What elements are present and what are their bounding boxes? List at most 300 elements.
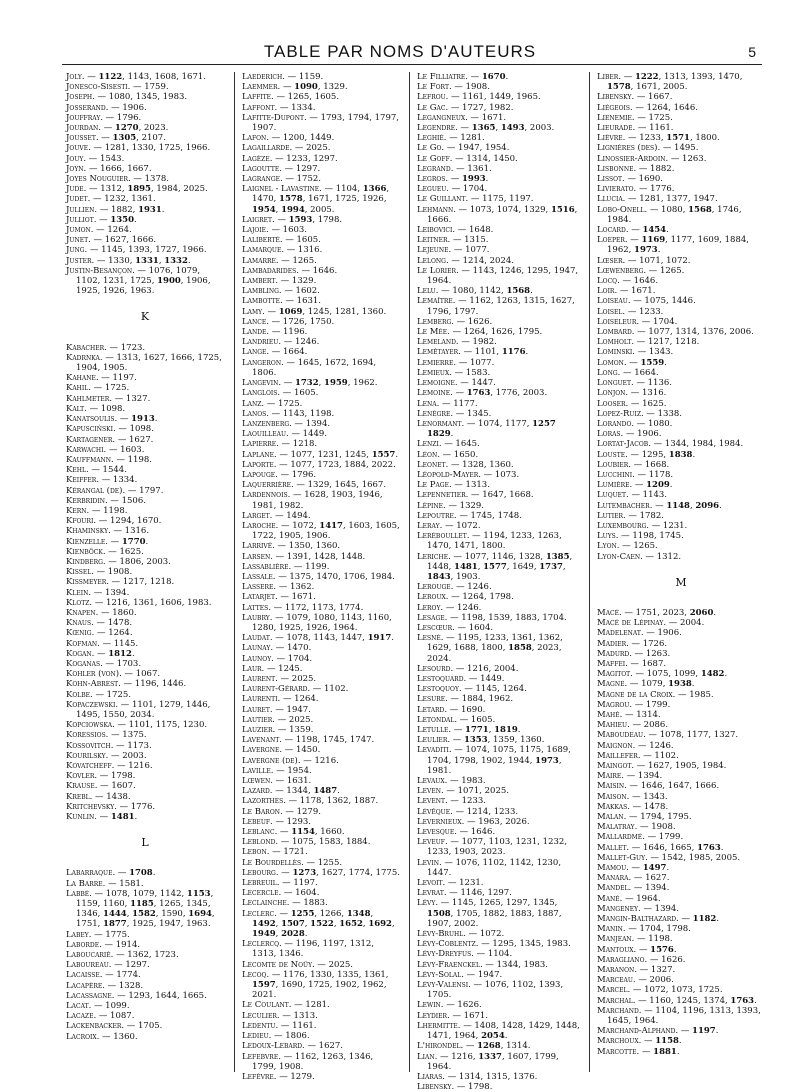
index-entry: Le Filliatre. — 1670. (417, 72, 509, 82)
index-entry: Lackenbacker. — 1705. (66, 1021, 163, 1032)
column-divider (234, 72, 235, 1072)
index-entry: Kohler (von). — 1067. (66, 669, 161, 680)
index-entry: Kissmeyer. — 1217, 1218. (66, 577, 175, 588)
index-entry: Leitner. — 1315. (417, 235, 489, 246)
index-entry: Lefebvre. — 1162, 1263, 1346, 1799, 1908. (242, 1051, 374, 1072)
index-entry: Loubier. — 1668. (597, 459, 670, 470)
index-entry: Laffont. — 1334. (242, 102, 316, 113)
column-divider (589, 72, 590, 1072)
index-entry: Lemoigne. — 1447. (417, 378, 496, 389)
index-entry: Loiseleur. — 1704. (597, 316, 678, 327)
index-entry: Marchal. — 1160, 1245, 1374, 1763. (597, 995, 757, 1006)
index-entry: Keiffer. — 1334. (66, 475, 138, 486)
index-entry: Latarjet. — 1671. (242, 592, 316, 603)
index-entry: Mantoux. — 1576. (597, 944, 677, 955)
index-entry: Kopciowska. — 1101, 1175, 1230. (66, 720, 208, 731)
index-entry: Leclercq. — 1196, 1197, 1312, 1313, 1346. (242, 939, 375, 960)
index-entry: Macé. — 1751, 2023, 2060. (597, 607, 717, 618)
index-entry: Lambadarides. — 1646. (242, 265, 338, 276)
index-entry: Jouve. — 1281, 1330, 1725, 1966. (66, 143, 211, 154)
index-entry: Le Fort. — 1908. (417, 82, 490, 93)
index-entry: Leclainche. — 1883. (242, 898, 328, 909)
index-entry: Mahé. — 1314. (597, 709, 661, 720)
index-entry: Lopez-Ruiz. — 1338. (597, 408, 682, 419)
index-entry: Mallardmé. — 1799. (597, 832, 684, 843)
index-entry: Magne. — 1079, 1938. (597, 679, 695, 690)
index-entry: Lafon. — 1200, 1449. (242, 133, 335, 144)
index-entry: Leibovici. — 1648. (417, 225, 494, 236)
index-entry: Larrivé. — 1350, 1360. (242, 541, 341, 552)
index-entry: Lafitte-Dupont. — 1793, 1794, 1797, 1907. (242, 112, 399, 134)
index-entry: Kahane. — 1197. (66, 373, 137, 384)
index-entry: Kanatsoulis. — 1913. (66, 414, 158, 425)
index-entry: Maingot. — 1627, 1905, 1984. (597, 761, 727, 771)
index-entry: Lassale. — 1375, 1470, 1706, 1984. (242, 571, 395, 582)
index-entry: Laouilleau. — 1449. (242, 429, 328, 440)
index-entry: Jouffray. — 1796. (66, 112, 142, 123)
index-entry: Leghié. — 1281. (417, 133, 485, 144)
index-entry: Lumière. — 1209. (597, 480, 673, 491)
index-entry: Kogan. — 1812. (66, 648, 135, 659)
index-entry: Leray. — 1072. (417, 520, 481, 531)
index-entry: Leblond. — 1075, 1583, 1884. (242, 837, 371, 848)
index-entry: Kœnig. — 1264. (66, 628, 133, 639)
index-entry: Lambling. — 1602. (242, 286, 320, 297)
index-entry: Legangneux. — 1671. (417, 112, 507, 123)
index-entry: Lamy. — 1069, 1245, 1281, 1360. (242, 306, 387, 317)
index-entry: Lagoutte. — 1297. (242, 163, 321, 174)
index-entry: Looser. — 1625. (597, 398, 667, 409)
index-entry: Leonet. — 1328, 1360. (417, 459, 514, 470)
index-entry: Lucchini. — 1178. (597, 469, 674, 480)
index-entry: Lanz. — 1725. (242, 398, 303, 409)
page-header (0, 0, 800, 70)
index-column-2 (242, 72, 400, 1082)
index-entry: Letondal. — 1605. (417, 714, 496, 725)
index-entry: Junet. — 1627, 1666. (66, 235, 157, 246)
index-entry: Lonjon. — 1316. (597, 388, 667, 399)
index-entry: Lanzenberg. — 1394. (242, 418, 331, 429)
index-entry: Léopold-Mayer. — 1073. (417, 469, 520, 480)
index-entry: Leculier. — 1313. (242, 1010, 318, 1021)
index-entry: Leven. — 1071, 2025. (417, 786, 509, 797)
index-entry: Laplane. — 1077, 1231, 1245, 1557. (242, 449, 399, 460)
index-entry: Lena. — 1177. (417, 398, 478, 409)
index-entry: Kovatcheff. — 1216. (66, 761, 153, 771)
index-entry: Kofman. — 1145. (66, 638, 139, 649)
index-entry: Leulier. — 1353, 1359, 1360. (417, 735, 545, 746)
index-entry: Laroche. — 1072, 1417, 1603, 1605, 1722, 1905, 1906. (242, 520, 400, 542)
index-entry: Lefèvre. — 1279. (242, 1071, 315, 1082)
index-entry: Kritchevsky. — 1776. (66, 801, 156, 812)
index-entry: Lemieux. — 1583. (417, 367, 491, 378)
index-entry: Leriche. — 1077, 1146, 1328, 1385, 1448, 1481, 1577, 1649, 1737, 1843, 1903. (417, 551, 573, 582)
index-entry: Lebeuf. — 1293. (242, 816, 311, 827)
index-entry: Levent. — 1233. (417, 796, 486, 807)
index-entry: Knaus. — 1478. (66, 618, 133, 629)
index-entry: Laboureau. — 1297. (66, 960, 150, 971)
index-entry: Loeper. — 1169, 1177, 1609, 1884, 1962, 1973. (597, 235, 749, 256)
index-entry: Locq. — 1646. (597, 276, 659, 287)
index-entry: Joyn. — 1666, 1667. (66, 163, 152, 174)
index-entry: Legueu. — 1704. (417, 184, 488, 195)
index-entry: Kienzelle. — 1770. (66, 536, 149, 547)
index-entry: Legrand. — 1361. (417, 163, 492, 174)
index-entry: Jullien. — 1882, 1931. (66, 204, 165, 215)
index-entry: Levoit. — 1231. (417, 878, 484, 889)
index-entry: Lambotte. — 1631. (242, 296, 322, 307)
index-entry: Long. — 1664. (597, 367, 659, 378)
index-entry: Lewin. — 1626. (417, 1000, 482, 1011)
index-entry: Lapouge. — 1796. (242, 469, 317, 480)
index-entry: Langlois. — 1605. (242, 388, 319, 399)
index-entry: Lehmann. — 1073, 1074, 1329, 1516, 1666. (417, 204, 578, 225)
index-entry: Lemberg. — 1626. (417, 316, 493, 327)
index-entry: Laederich. — 1159. (242, 72, 324, 82)
index-entry: Lévy-Bruhl. — 1072. (417, 929, 505, 940)
index-entry: Libensky. — 1798. (417, 1082, 493, 1092)
index-entry: Lebreuil. — 1197. (242, 878, 318, 889)
index-entry: Léon. — 1650. (417, 449, 479, 460)
index-entry: Ledentu. — 1161. (242, 1020, 317, 1031)
index-entry: Marchand-Alphand. — 1197. (597, 1026, 719, 1037)
index-entry: Laemmer. — 1090, 1329. (242, 82, 348, 93)
index-entry: Lestoquoy. — 1145, 1264. (417, 684, 527, 695)
index-entry: Lesourd. — 1216, 2004. (417, 663, 519, 674)
index-entry: Le Baron. — 1279. (242, 806, 321, 817)
index-entry: Ledoux-Lebard. — 1627. (242, 1041, 344, 1052)
index-entry: Lebourg. — 1273, 1627, 1774, 1775. (242, 867, 400, 878)
index-entry: Lyon. — 1265. (597, 541, 658, 552)
index-entry: Le Coulant. — 1281. (242, 1000, 330, 1011)
index-entry: Madier. — 1726. (597, 638, 668, 649)
index-entry: Koressios. — 1375. (66, 730, 147, 741)
index-entry: Joseph. — 1080, 1345, 1983. (66, 92, 188, 103)
index-entry: Joyes Nouguier. — 1378. (66, 174, 169, 185)
index-entry: Maisin. — 1646, 1647, 1666. (597, 781, 720, 792)
index-entry: Levin. — 1076, 1102, 1142, 1230, 1447. (417, 857, 562, 878)
index-entry: Lévy-Fraenckel. — 1344, 1983. (417, 959, 548, 970)
index-entry: Lépine. — 1329. (417, 500, 485, 511)
index-entry: Lescœur. — 1604. (417, 622, 494, 633)
page-title: TABLE PAR NOMS D'AUTEURS (263, 42, 537, 61)
index-entry: Lesné. — 1195, 1233, 1361, 1362, 1629, 1688, 1800, 1858, 2023, 2024. (417, 633, 563, 664)
index-entry: Marcel. — 1072, 1073, 1725. (597, 985, 723, 996)
index-entry: Leréboullet. — 1194, 1233, 1263, 1470, 1471, 1800. (417, 531, 562, 552)
index-entry: Laborde. — 1914. (66, 939, 141, 950)
index-entry: Lacat. — 1099. (66, 1001, 130, 1012)
index-entry: Longuet. — 1136. (597, 378, 672, 389)
index-entry: Launay. — 1470. (242, 643, 312, 654)
index-entry: Kerbridin. — 1506. (66, 495, 146, 506)
index-entry: Leroux. — 1264, 1798. (417, 592, 514, 603)
index-entry: Lavergne. — 1450. (242, 745, 321, 756)
index-entry: Lian. — 1216, 1337, 1607, 1799, 1964. (417, 1051, 559, 1072)
index-entry: Levaux. — 1983. (417, 776, 486, 787)
index-entry: Lominski. — 1343. (597, 347, 674, 358)
index-entry: Lauret. — 1947. (242, 704, 311, 715)
index-entry: Maragliano. — 1626. (597, 954, 686, 965)
index-entry: Lande. — 1196. (242, 327, 308, 338)
index-entry: Kohn-Abrest. — 1196, 1446. (66, 679, 187, 690)
index-entry: Landrieu. — 1246. (242, 337, 320, 348)
index-entry: Loir. — 1671. (597, 286, 656, 297)
index-entry: Lenzi. — 1645. (417, 439, 480, 450)
index-entry: Mané. — 1964. (597, 893, 661, 904)
index-entry: Marcotte. — 1881. (597, 1046, 680, 1057)
index-entry: Livierato. — 1776. (597, 184, 675, 195)
index-entry: Khaminsky. — 1316. (66, 526, 150, 537)
section-letter: K (140, 310, 150, 324)
index-entry: Lerouge. — 1246. (417, 582, 492, 593)
index-entry: Laliberté. — 1605. (242, 235, 321, 246)
index-entry: Linossier-Ardoin. — 1263. (597, 153, 707, 164)
index-entry: Le Guillant. — 1175, 1197. (417, 194, 534, 205)
index-entry: Lœser. — 1071, 1072. (597, 255, 691, 266)
index-entry: Laurent-Gérard. — 1102. (242, 684, 349, 695)
index-entry: Lévy-Valensi. — 1076, 1102, 1393, 1705. (417, 980, 564, 1001)
index-entry: Lemierre. — 1077. (417, 357, 495, 368)
index-entry: Magne de la Croix. — 1985. (597, 689, 714, 700)
index-entry: Legros. — 1993. (417, 174, 489, 185)
index-entry: Lacroix. — 1360. (66, 1031, 138, 1042)
index-entry: Kolbe. — 1725. (66, 689, 131, 700)
index-entry: Koganas. — 1703. (66, 658, 142, 669)
index-entry: Levaditi. — 1074, 1075, 1175, 1689, 1704, 1798, 1902, 1944, 1973, 1981. (417, 745, 571, 776)
index-entry: Lutier. — 1782. (597, 510, 664, 521)
index-entry: Lelu. — 1080, 1142, 1568. (417, 286, 533, 297)
index-entry: Lenormant. — 1074, 1177, 1257 1829. (417, 418, 556, 440)
index-entry: Lebon. — 1721. (242, 847, 308, 858)
index-entry: Liaras. — 1314, 1315, 1376. (417, 1071, 538, 1082)
index-entry: Leclerc. — 1255, 1266, 1348, 1492, 1507, 1522, 1652, 1692, 1949, 2028. (242, 908, 395, 940)
index-entry: Lassablière. — 1199. (242, 561, 330, 572)
index-entry: Leroy. — 1246. (417, 602, 482, 613)
index-entry: Labey. — 1775. (66, 929, 130, 940)
index-entry: Mangeney. — 1394. (597, 903, 680, 914)
index-entry: Letulle. — 1771, 1819. (417, 725, 521, 735)
index-entry: Lienemie. — 1725. (597, 112, 673, 123)
index-entry: Loras. — 1906. (597, 429, 662, 440)
index-entry: Mahieu. — 2086. (597, 720, 669, 731)
index-entry: Leblanc. — 1154, 1660. (242, 827, 345, 838)
index-entry: Maison. — 1343. (597, 791, 668, 802)
index-entry: Lance. — 1726, 1750. (242, 316, 335, 327)
index-entry: Lestoquard. — 1449. (417, 673, 505, 684)
index-entry: Luys. — 1198, 1745. (597, 531, 684, 542)
index-entry: Jourdan. — 1270, 2023. (66, 123, 169, 134)
index-entry: Lautier. — 2025. (242, 714, 314, 725)
index-entry: Lefrou. — 1161, 1449, 1965. (417, 92, 541, 103)
index-entry: Knapen. — 1860. (66, 607, 137, 618)
index-entry: Laquerrière. — 1329, 1645, 1667. (242, 480, 387, 491)
index-entry: Lœwen. — 1631. (242, 776, 312, 787)
index-entry: Lemaître. — 1162, 1263, 1315, 1627, 1796, 1797. (417, 296, 575, 317)
index-entry: Laurenti. — 1264. (242, 694, 319, 705)
index-entry: Kehl. — 1544. (66, 465, 127, 476)
index-entry: Lemoine. — 1763, 1776, 2003. (417, 388, 548, 399)
index-entry: Jouy. — 1543. (66, 153, 125, 164)
index-column-1 (66, 72, 224, 1042)
index-entry: Lecoq. — 1176, 1330, 1335, 1361, 1597, 1690, 1725, 1902, 1962, 2021. (242, 969, 389, 1001)
index-entry: Mamou. — 1497. (597, 863, 670, 874)
index-entry: Lassere. — 1362. (242, 582, 315, 593)
index-entry: Le Go. — 1947, 1954. (417, 143, 510, 154)
index-entry: Malatray. — 1908. (597, 822, 676, 833)
index-entry: Lièvre. — 1233, 1571, 1800. (597, 133, 720, 144)
index-entry: Lignières (des). — 1495. (597, 143, 699, 154)
index-entry: Lobo-Onell. — 1080, 1568, 1746, 1984. (597, 204, 742, 225)
index-entry: Magrou. — 1799. (597, 699, 671, 710)
index-entry: Marchoux. — 1158. (597, 1036, 682, 1047)
index-entry: Lévêque. — 1214, 1233. (417, 806, 519, 817)
index-column-3 (417, 72, 583, 1092)
index-entry: Lavenant. — 1198, 1745, 1747. (242, 735, 375, 746)
index-entry: Lamarque. — 1316. (242, 245, 323, 256)
index-entry: Lévy. — 1145, 1265, 1297, 1345, 1508, 1705, 1882, 1883, 1887, 1907, 2002. (417, 898, 562, 929)
index-entry: Kienböck. — 1625. (66, 546, 144, 557)
index-entry: Leveuf. — 1077, 1103, 1231, 1232, 1233, 1903, 2023. (417, 837, 568, 858)
index-entry: Le Page. — 1313. (417, 480, 490, 491)
index-entry: Le Goff. — 1314, 1450. (417, 153, 518, 164)
index-entry: La Barre. — 1581. (66, 878, 144, 889)
index-entry: Joly. — 1122, 1143, 1608, 1671. (66, 72, 206, 82)
index-entry: Juster. — 1330, 1331, 1332. (66, 255, 191, 266)
index-entry: Letard. — 1690. (417, 704, 486, 715)
index-entry: Magitot. — 1075, 1099, 1482. (597, 669, 728, 680)
index-entry: Laporte. — 1077, 1723, 1884, 2022. (242, 459, 396, 470)
index-entry: Marceau. — 2006. (597, 975, 674, 986)
index-entry: Jude. — 1312, 1895, 1984, 2025. (66, 184, 208, 195)
index-entry: Kérangal (de). — 1797. (66, 485, 164, 496)
index-entry: Mangin-Balthazard. — 1182. (597, 914, 720, 925)
section-letter: M (675, 575, 687, 589)
index-entry: Langevin. — 1732, 1959, 1962. (242, 378, 378, 389)
index-entry: Jonesco-Sisesti. — 1759. (66, 82, 169, 93)
index-entry: Lelong. — 1214, 2024. (417, 255, 514, 266)
index-entry: Manjean. — 1198. (597, 934, 673, 945)
index-entry: Maboudeau. — 1078, 1177, 1327. (597, 730, 739, 741)
index-entry: Lemeland. — 1982. (417, 337, 497, 348)
index-entry: Lecomte de Noüy. — 2025. (242, 959, 353, 970)
index-entry: Kadrnka. — 1313, 1627, 1666, 1725, 1904, 1905. (66, 352, 222, 374)
index-entry: Levrat. — 1146, 1297. (417, 888, 512, 899)
index-entry: Klein. — 1394. (66, 587, 130, 598)
index-entry: Malan. — 1794, 1795. (597, 812, 692, 823)
index-entry: Madurd. — 1263. (597, 648, 671, 659)
index-entry: Jousset. — 1305, 2107. (66, 133, 166, 144)
index-entry: Judet. — 1232, 1361. (66, 194, 156, 205)
index-entry: Lortat-Jacob. — 1344, 1984, 1984. (597, 439, 744, 450)
index-entry: Laboucarié. — 1362, 1723. (66, 950, 179, 961)
index-entry: Lacapère. — 1328. (66, 980, 144, 991)
index-entry: Legendre. — 1365, 1493, 2003. (417, 123, 555, 134)
index-entry: Kopaczewski. — 1101, 1279, 1446, 1495, 1550, 2034. (66, 699, 211, 720)
index-entry: Marchand. — 1104, 1196, 1313, 1393, 1645, 1964. (597, 1005, 761, 1027)
index-entry: Laudat. — 1078, 1143, 1447, 1917. (242, 633, 394, 644)
index-entry: Levernieux. — 1963, 2026. (417, 816, 530, 827)
index-entry: Laubry. — 1079, 1080, 1143, 1160, 1280, 1925, 1926, 1964. (242, 612, 392, 633)
column-divider (409, 72, 410, 1072)
index-entry: Loiseau. — 1075, 1446. (597, 296, 696, 307)
index-entry: Manara. — 1627. (597, 873, 670, 884)
index-column-4 (597, 72, 765, 1057)
index-entry: Lesure. — 1884, 1962. (417, 694, 514, 705)
index-entry: Kalt. — 1098. (66, 403, 126, 414)
index-entry: Lazard. — 1344, 1487. (242, 786, 340, 797)
index-entry: Luquet. — 1143. (597, 490, 668, 501)
index-entry: Lisbonne. — 1882. (597, 163, 675, 174)
index-entry: Mallet-Guy. — 1542, 1985, 2005. (597, 852, 741, 863)
index-entry: Lyon-Caen. — 1312. (597, 551, 682, 562)
index-entry: Kauffmann. — 1198. (66, 454, 152, 465)
index-entry: Lambert. — 1329. (242, 276, 317, 287)
index-entry: Kapusciński. — 1098. (66, 424, 154, 435)
index-entry: Krause. — 1607. (66, 781, 136, 792)
index-entry: Lacaisse. — 1774. (66, 970, 141, 981)
index-entry: Kahil. — 1725. (66, 383, 130, 394)
index-entry: Justin-Besançon. — 1076, 1079, 1102, 1231, 1725, 1900, 1906, 1925, 1926, 1963. (66, 265, 211, 297)
index-entry: Kunlin. — 1481. (66, 812, 138, 823)
index-entry: Leydier. — 1671. (417, 1010, 489, 1021)
index-entry: Lissot. — 1690. (597, 174, 664, 185)
index-entry: Lévy-Dreyfus. — 1104. (417, 949, 513, 960)
index-entry: Langeron. — 1645, 1672, 1694, 1806. (242, 357, 377, 378)
index-entry: Lombard. — 1077, 1314, 1376, 2006. (597, 327, 754, 338)
index-entry: Loisel. — 1233. (597, 306, 664, 317)
index-entry: Larget. — 1494. (242, 510, 311, 521)
index-entry: Maffei. — 1687. (597, 658, 667, 669)
index-entry: Kartagener. — 1627. (66, 434, 154, 445)
index-entry: Le Gac. — 1727, 1982. (417, 102, 514, 113)
index-entry: Manin. — 1704, 1798. (597, 924, 691, 935)
index-entry: Le Bourdellès. — 1255. (242, 857, 343, 868)
index-entry: Lepoutre. — 1745, 1748. (417, 510, 522, 521)
index-entry: Lecercle. — 1604. (242, 888, 320, 899)
index-entry: Lattes. — 1172, 1173, 1774. (242, 602, 364, 613)
index-entry: Kahlmeter. — 1327. (66, 393, 151, 404)
index-entry: Luxembourg. — 1231. (597, 520, 688, 531)
header-rule (62, 64, 762, 65)
index-entry: Lazorthes. — 1178, 1362, 1887. (242, 796, 379, 807)
index-entry: Lomon. — 1559. (597, 357, 667, 368)
index-entry: Lapierre. — 1218. (242, 439, 318, 450)
index-entry: Lardennois. — 1628, 1903, 1946, 1981, 1982. (242, 490, 383, 511)
index-entry: Julliot. — 1350. (66, 214, 137, 225)
index-entry: Kindberg. — 1806, 2003. (66, 556, 171, 567)
index-entry: Kern. — 1198. (66, 505, 128, 516)
index-entry: Levesque. — 1646. (417, 827, 496, 838)
index-entry: Lejeune. — 1077. (417, 245, 490, 256)
index-entry: Lamarre. — 1265. (242, 255, 317, 266)
index-entry: Maranon. — 1327. (597, 965, 676, 976)
index-entry: Kfouri. — 1294, 1670. (66, 516, 162, 527)
index-entry: Llucia. — 1281, 1377, 1947. (597, 194, 718, 205)
index-entry: Lévy-Solal. — 1947. (417, 969, 503, 980)
index-entry: Kabacher. — 1723. (66, 342, 146, 353)
index-entry: Launoy. — 1704. (242, 653, 313, 664)
index-entry: Kourilsky. — 2003. (66, 750, 147, 761)
index-entry: Kossovitch. — 1173. (66, 740, 152, 751)
index-entry: Lagrange. — 1752. (242, 174, 321, 185)
index-entry: Maire. — 1394. (597, 771, 663, 782)
index-entry: Lévy-Coblentz. — 1295, 1345, 1983. (417, 939, 571, 950)
index-entry: Karwachi. — 1603. (66, 444, 145, 455)
index-entry: Laville. — 1954. (242, 765, 312, 776)
index-entry: Ledieu. — 1806. (242, 1031, 310, 1042)
index-entry: Larsen. — 1391, 1428, 1448. (242, 551, 366, 562)
index-entry: Lacaze. — 1087. (66, 1011, 135, 1022)
